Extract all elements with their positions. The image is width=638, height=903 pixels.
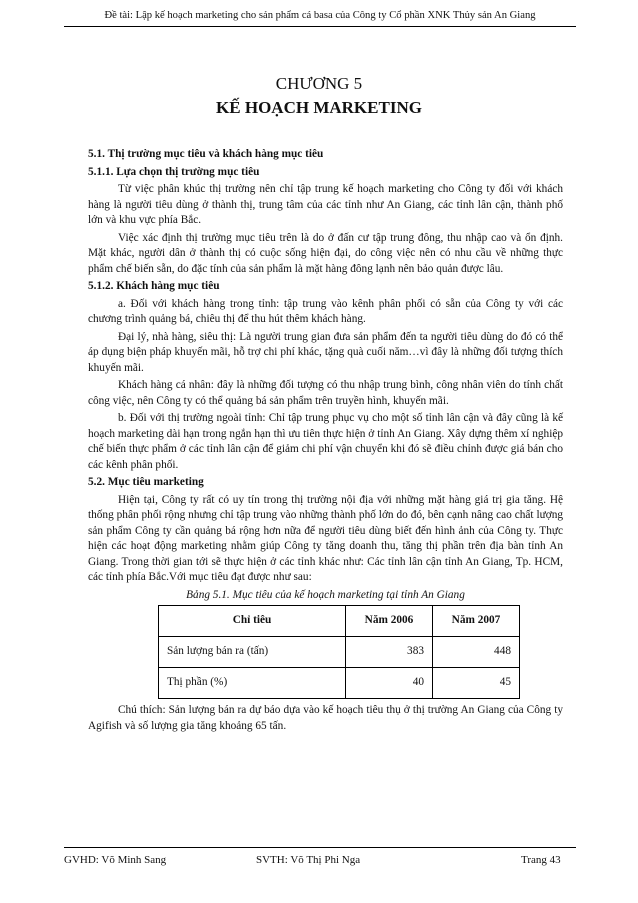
header-rule	[64, 26, 576, 27]
paragraph: b. Đối với thị trường ngoài tỉnh: Chỉ tập trung phục vụ cho một số tỉnh lân cận và đây cũng là kế hoạch marketing dài hạn trong ngắn hạn thì ưu tiên thực hiện ở tỉnh An Giang. Xây dựng thêm xí nghiệp chế biến thực phẩm ở các tỉnh lân cận để giảm chi phí vận chuyển khi đó sẽ điều chỉnh được giá bán cho các kênh phân phối.	[88, 412, 563, 471]
page-body	[88, 147, 563, 736]
paragraph: Hiện tại, Công ty rất có uy tín trong thị trường nội địa với những mặt hàng giá trị gia tăng. Hệ thống phân phối rộng nhưng chỉ tập trung vào những thành phố lớn do đó, bên cạnh nâng cao chất lượng sản phẩm Công ty cần quảng bá rộng hơn nữa để người tiêu dùng biết đến hình ảnh của Công ty. Thực hiện các hoạt động marketing nhằm giúp Công ty tăng doanh thu, tăng thị phần trên địa bàn tỉnh An Giang. Trong thời gian tới sẽ thực hiện ở các tỉnh khác như: Các tỉnh lân cận tỉnh An Giang, Tp. HCM, các tỉnh phía Bắc.Với mục tiêu đạt được như sau:	[88, 493, 563, 583]
table-cell: 448	[433, 637, 520, 668]
table-cell: 45	[433, 668, 520, 699]
footer-rule	[64, 847, 576, 848]
table-cell: 383	[346, 637, 433, 668]
paragraph: a. Đối với khách hàng trong tỉnh: tập trung vào kênh phân phối có sẵn của Công ty với các chương trình quảng bá, chiêu thị để thu hút thêm khách hàng.	[88, 297, 563, 325]
column-header: Năm 2007	[433, 606, 520, 637]
paragraph: Từ việc phân khúc thị trường nên chỉ tập trung kế hoạch marketing cho Công ty đối với khách hàng là người tiêu dùng ở thành thị, trung tâm của các tỉnh như An Giang, các tỉnh lân cận, thành phố lớn và khu vực phía Bắc.	[88, 183, 563, 226]
table-row	[159, 637, 520, 668]
chapter-number: CHƯƠNG 5	[275, 74, 363, 93]
table-cell: Sản lượng bán ra (tấn)	[159, 637, 346, 668]
table-caption: Bảng 5.1. Mục tiêu của kế hoạch marketing tại tỉnh An Giang	[186, 588, 465, 601]
table-cell: 40	[346, 668, 433, 699]
column-header: Chỉ tiêu	[159, 606, 346, 637]
section-5-2-heading: 5.2. Mục tiêu marketing	[88, 476, 204, 488]
table-row	[159, 668, 520, 699]
section-5-1-1-heading: 5.1.1. Lựa chọn thị trường mục tiêu	[88, 165, 260, 178]
table-note: Chú thích: Sản lượng bán ra dự báo dựa vào kế hoạch tiêu thụ ở thị trường An Giang của Công ty Agifish và số lượng gia tăng khoảng 65 tấn.	[88, 704, 563, 732]
chapter-title: KẾ HOẠCH MARKETING	[216, 98, 422, 117]
targets-table	[158, 605, 520, 699]
paragraph: Đại lý, nhà hàng, siêu thị: Là người trung gian đưa sản phẩm đến ta người tiêu dùng do đó có thể áp dụng biện pháp khuyến mãi, hỗ trợ chi phí khác, tặng quà cuối năm…vì đây là những đối tượng thích khuyến mãi.	[88, 330, 563, 374]
running-header: Đề tài: Lập kế hoạch marketing cho sản phẩm cá basa của Công ty Cổ phần XNK Thủy sản An Giang	[104, 10, 536, 21]
footer-supervisor: GVHD: Võ Minh Sang	[64, 854, 167, 866]
column-header: Năm 2006	[346, 606, 433, 637]
paragraph: Khách hàng cá nhân: đây là những đối tượng có thu nhập trung bình, công nhân viên do tính chất công việc, nên Công ty có thể quảng bá sản phẩm trên truyền hình, khuyến mãi.	[88, 379, 563, 407]
section-5-1-heading: 5.1. Thị trường mục tiêu và khách hàng mục tiêu	[88, 148, 324, 160]
paragraph: Việc xác định thị trường mục tiêu trên là do ở đấn cư tập trung đông, thu nhập cao và ổn định. Mặt khác, người dân ở thành thị có cuộc sống hiện đại, do công việc nên có nhu cầu về những thực phẩm chế biến sẵn, do đặc tính của sản phẩm là mặt hàng đông lạnh nên bảo quản được lâu.	[88, 231, 563, 275]
footer-student: SVTH: Võ Thị Phi Nga	[256, 854, 361, 866]
section-5-1-2-heading: 5.1.2. Khách hàng mục tiêu	[88, 280, 220, 292]
table-header-row	[159, 606, 520, 637]
page-number: Trang 43	[521, 854, 561, 866]
table-cell: Thị phần (%)	[159, 668, 346, 699]
